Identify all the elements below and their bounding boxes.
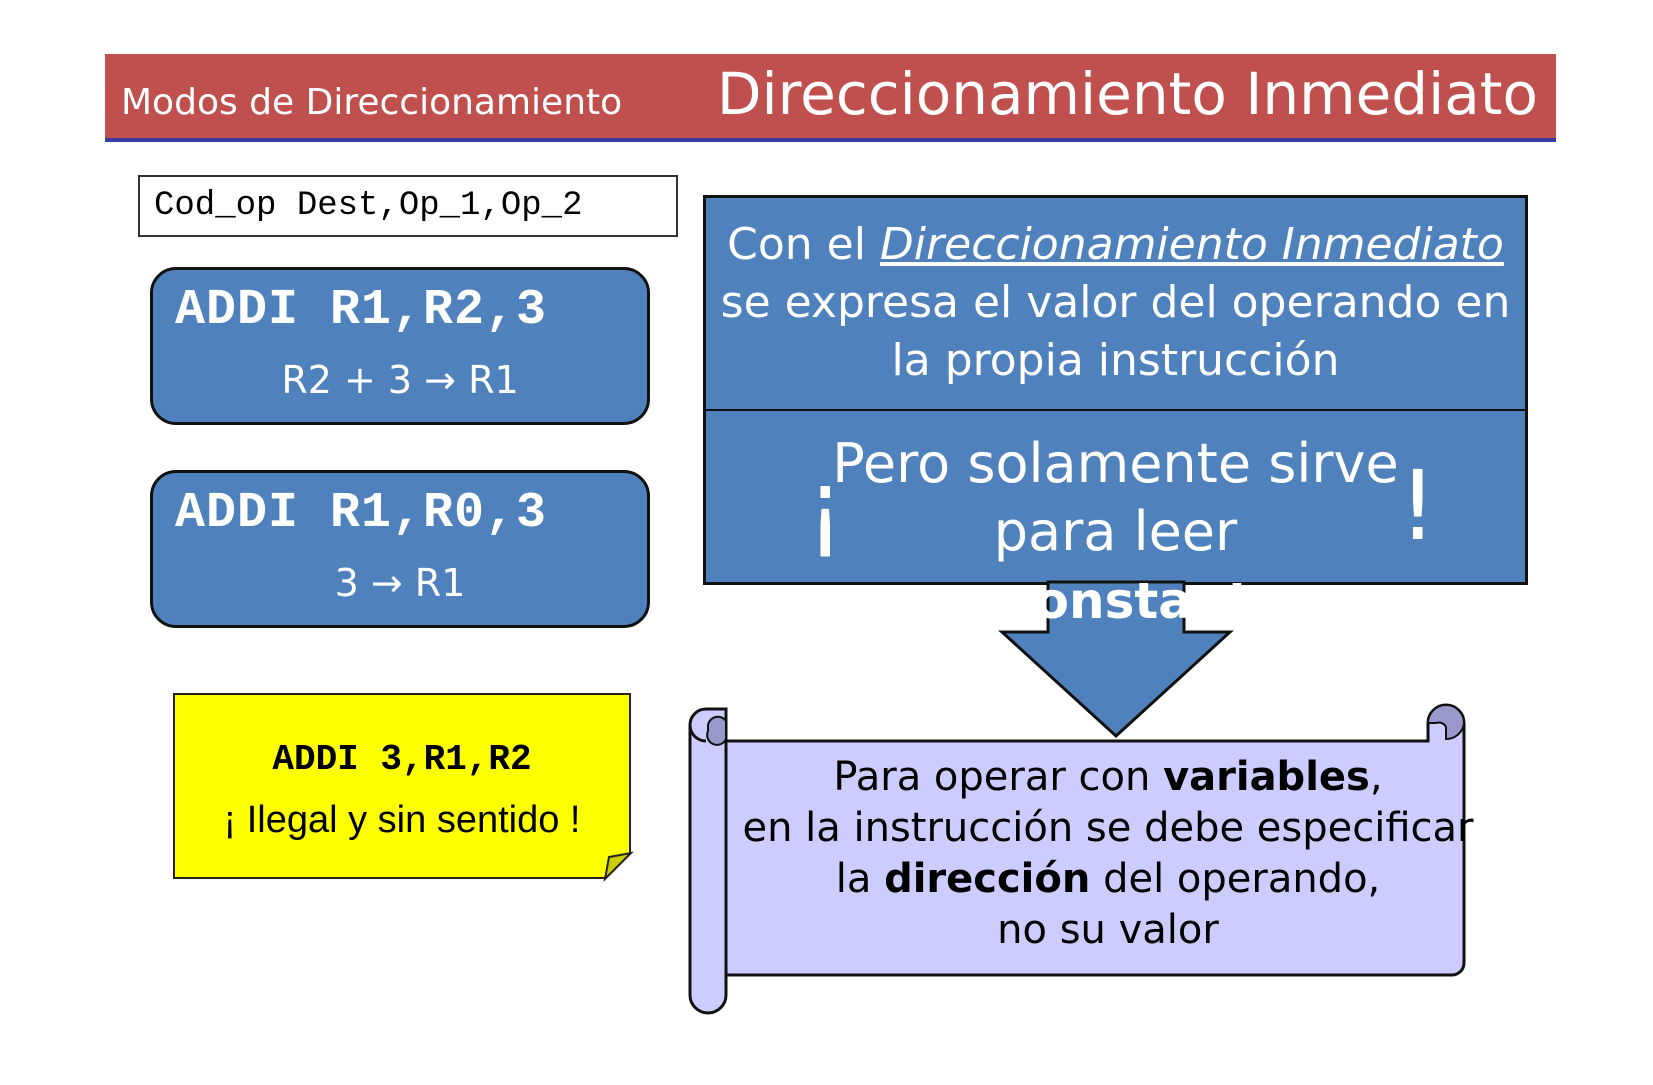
explanation-text [706, 216, 1525, 390]
explanation-prefix: Con el [727, 219, 880, 270]
example-box-1 [150, 267, 650, 425]
scroll-line-1-prefix: Para operar con [833, 754, 1164, 800]
instruction-format: Cod_op Dest,Op_1,Op_2 [138, 175, 678, 237]
scroll-line-2: en la instrucción se debe especificar [742, 805, 1474, 851]
header-subtitle: Modos de Direccionamiento [121, 82, 623, 123]
example-box-2 [150, 470, 650, 628]
scroll-line-3 [728, 854, 1488, 905]
explanation-divider [706, 409, 1525, 411]
note-fold-corner [605, 853, 631, 879]
illegal-text: ¡ Ilegal y sin sentido ! [223, 799, 581, 841]
scroll-line-3-bold: dirección [884, 856, 1091, 902]
slide-header [105, 54, 1556, 142]
scroll-line-3-prefix: la [835, 856, 885, 902]
overflow-word: constantes [1005, 572, 1316, 630]
scroll-line-1 [728, 752, 1488, 803]
explanation-box [703, 195, 1528, 585]
example-operation-1: R2 + 3 → R1 [281, 358, 519, 402]
scroll-line-3-suffix: del operando, [1090, 856, 1381, 902]
explanation-highlight: Direccionamiento Inmediato [879, 219, 1504, 270]
illegal-code: ADDI 3,R1,R2 [272, 739, 532, 780]
example-code-2: ADDI R1,R0,3 [175, 485, 548, 542]
header-title: Direccionamiento Inmediato [716, 60, 1538, 128]
illegal-note [173, 693, 631, 879]
scroll-line-4: no su valor [997, 907, 1219, 953]
emphasis-close-mark: ! [1398, 450, 1437, 562]
scroll-line-1-suffix: , [1369, 754, 1383, 800]
scroll-text [728, 752, 1488, 956]
emphasis-open-mark: ¡ [806, 450, 845, 562]
example-code-1: ADDI R1,R2,3 [175, 282, 548, 339]
emphasis-line-1: Pero solamente sirve [832, 432, 1399, 495]
explanation-suffix: se expresa el valor del operando en la propia instrucción [720, 277, 1511, 386]
emphasis-line-2: para leer [993, 500, 1238, 563]
scroll-line-1-bold: variables [1163, 754, 1370, 800]
example-operation-2: 3 → R1 [334, 561, 466, 605]
overflow-text [1005, 572, 1316, 630]
